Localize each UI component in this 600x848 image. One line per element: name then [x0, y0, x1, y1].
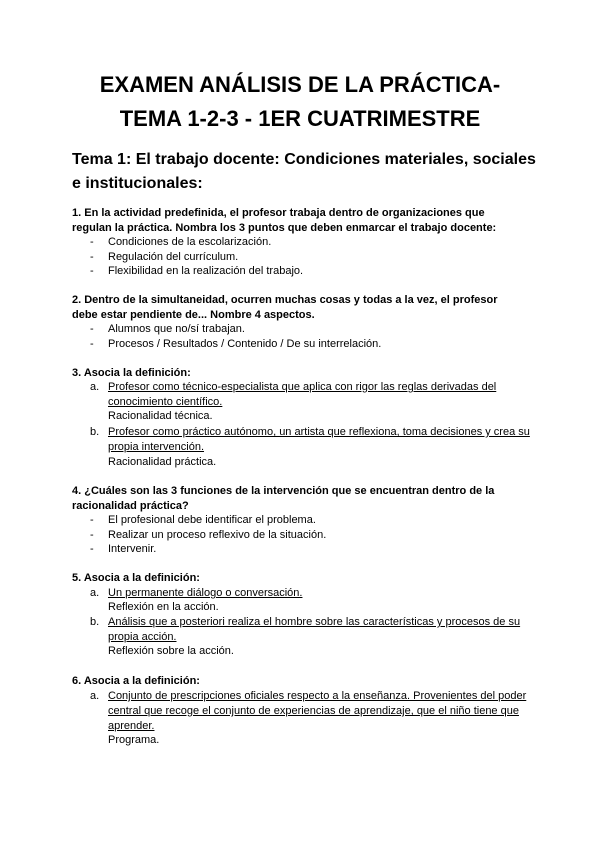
definition-item: a. Un permanente diálogo o conversación.	[90, 586, 530, 601]
question-6: 6. Asocia a la definición:	[72, 675, 200, 687]
list-item: - Procesos / Resultados / Contenido / De su interrelación.	[90, 338, 382, 350]
question-5: 5. Asocia a la definición:	[72, 572, 200, 584]
definition-answer: Racionalidad técnica.	[108, 410, 213, 422]
list-item: - Condiciones de la escolarización.	[90, 236, 272, 248]
definition-answer: Reflexión sobre la acción.	[108, 645, 234, 657]
list-item: - Alumnos que no/sí trabajan.	[90, 323, 245, 335]
list-item: - Intervenir.	[90, 543, 157, 555]
question-3: 3. Asocia la definición:	[72, 367, 191, 379]
definition-answer: Programa.	[108, 734, 160, 746]
question-1: 1. En la actividad predefinida, el profesor trabaja dentro de organizaciones que regulan la práctica. Nombra los 3 puntos que deben enmarcar el trabajo docente:	[72, 207, 497, 234]
definition-item: a. Profesor como técnico-especialista que aplica con rigor las reglas derivadas del conocimiento científico.	[90, 380, 530, 410]
definition-text: Profesor como técnico-especialista que aplica con rigor las reglas derivadas del conocimiento científico.	[108, 381, 497, 408]
definition-item: a. Conjunto de prescripciones oficiales respecto a la enseñanza. Provenientes del poder central que recoge el conjunto de experiencias de aprendizaje, que el niño tiene que aprender.	[90, 689, 530, 734]
list-item: - Realizar un proceso reflexivo de la situación.	[90, 529, 327, 541]
definition-text: Profesor como práctico autónomo, un artista que reflexiona, toma decisiones y crea su propia intervención.	[108, 426, 530, 453]
document-title-line-2: TEMA 1-2-3 - 1ER CUATRIMESTRE	[119, 106, 481, 131]
list-item: - El profesional debe identificar el problema.	[90, 514, 316, 526]
question-2: 2. Dentro de la simultaneidad, ocurren muchas cosas y todas a la vez, el profesor debe estar pendiente de... Nombre 4 aspectos.	[72, 294, 498, 321]
list-item: - Flexibilidad en la realización del trabajo.	[90, 265, 304, 277]
definition-item: b. Profesor como práctico autónomo, un artista que reflexiona, toma decisiones y crea su propia intervención.	[90, 426, 530, 453]
definition-text: Conjunto de prescripciones oficiales respecto a la enseñanza. Provenientes del poder central que recoge el conjunto de experiencias de aprendizaje, que el niño tiene que aprender.	[108, 690, 527, 732]
definition-item: b. Análisis que a posteriori realiza el hombre sobre las características y procesos de su propia acción.	[90, 615, 530, 645]
definition-answer: Racionalidad práctica.	[108, 456, 217, 468]
section-heading: Tema 1: El trabajo docente: Condiciones materiales, sociales e institucionales:	[72, 151, 536, 192]
definition-answer: Reflexión en la acción.	[108, 601, 219, 613]
list-item: - Regulación del currículum.	[90, 251, 239, 263]
definition-text: Un permanente diálogo o conversación.	[108, 587, 303, 599]
question-4: 4. ¿Cuáles son las 3 funciones de la intervención que se encuentran dentro de la racionalidad práctica?	[72, 485, 495, 512]
document-title-line-1: EXAMEN ANÁLISIS DE LA PRÁCTICA-	[99, 72, 501, 97]
definition-text: Análisis que a posteriori realiza el hombre sobre las características y procesos de su propia acción.	[108, 616, 521, 643]
